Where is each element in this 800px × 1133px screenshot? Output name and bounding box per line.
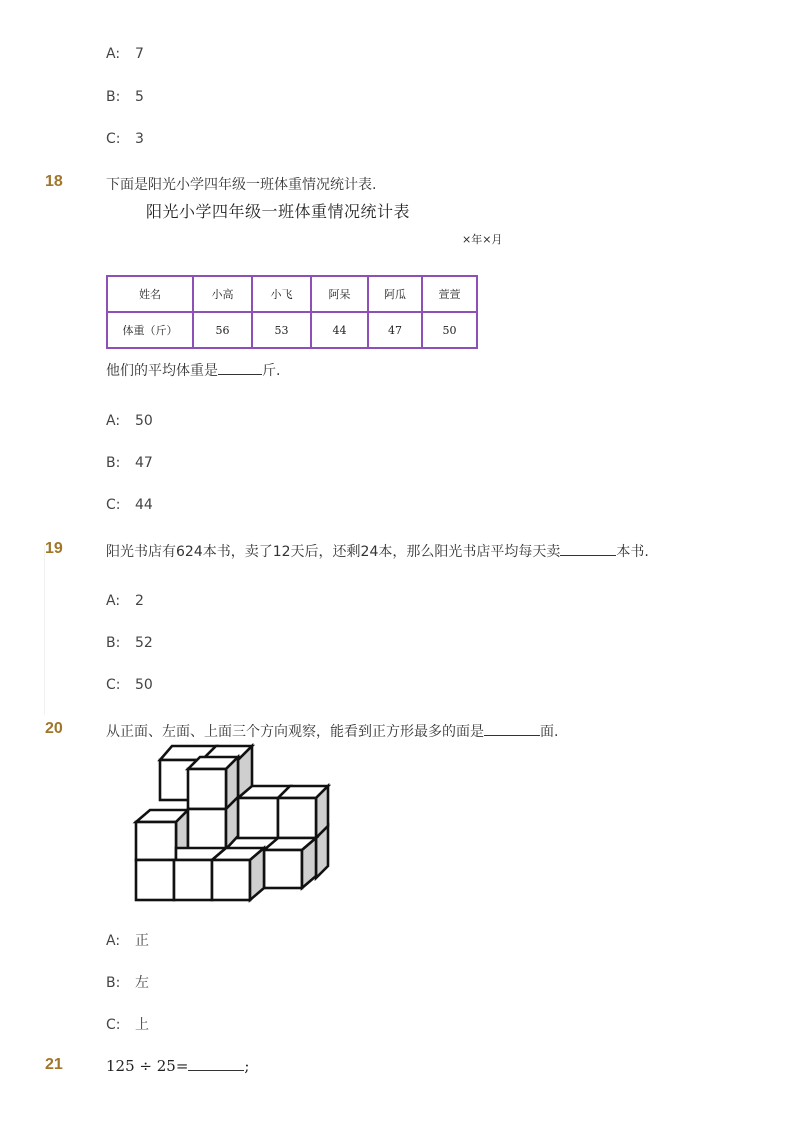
option-a[interactable]: [106, 413, 153, 429]
question-text: [106, 721, 558, 741]
table-cell: 47: [368, 312, 422, 348]
option-a[interactable]: [106, 930, 149, 950]
question-prompt: [106, 360, 280, 380]
option-a[interactable]: [106, 46, 144, 62]
cube-front-face: [136, 860, 174, 900]
question-text-before: 从正面、左面、上面三个方向观察，能看到正方形最多的面是: [106, 724, 484, 740]
option-value: 50: [135, 413, 153, 429]
option-label: B:: [106, 89, 121, 105]
math-expression: [106, 1055, 249, 1075]
left-guide-line: [44, 545, 45, 715]
option-label: A:: [106, 593, 121, 609]
cube-front-face: [238, 798, 278, 838]
table-cell: 阿呆: [311, 276, 368, 312]
table-cell: 56: [193, 312, 252, 348]
option-a[interactable]: [106, 593, 144, 609]
prompt-before: 他们的平均体重是: [106, 363, 218, 379]
question-number: 21: [45, 1056, 63, 1073]
option-b[interactable]: [106, 89, 144, 105]
option-label: C:: [106, 677, 121, 693]
table-cell: 阿瓜: [368, 276, 422, 312]
option-value: 47: [135, 455, 153, 471]
table-cell: 小飞: [252, 276, 311, 312]
question-text-before: 阳光书店有624本书，卖了12天后，还剩24本，那么阳光书店平均每天卖: [106, 544, 561, 560]
option-label: C:: [106, 497, 121, 513]
table-cell: 体重（斤）: [107, 312, 193, 348]
expression-text: 125 ÷ 25=: [106, 1057, 189, 1075]
option-value: 正: [135, 933, 149, 949]
expression-suffix: ;: [244, 1057, 250, 1075]
cube-front-face: [174, 860, 212, 900]
table-title: 阳光小学四年级一班体重情况统计表: [146, 202, 411, 221]
option-label: C:: [106, 1017, 121, 1033]
prompt-after: 斤.: [262, 363, 281, 379]
option-b[interactable]: [106, 455, 153, 471]
answer-blank: [560, 541, 616, 556]
option-value: 50: [135, 677, 153, 693]
option-value: 7: [135, 46, 144, 62]
option-label: A:: [106, 933, 121, 949]
weight-table: [106, 275, 478, 349]
cube-stack-figure: [128, 742, 338, 907]
table-cell: 53: [252, 312, 311, 348]
answer-blank: [218, 360, 262, 375]
option-label: B:: [106, 975, 121, 991]
table-row: [107, 312, 477, 348]
option-b[interactable]: [106, 635, 153, 651]
table-cell: 小高: [193, 276, 252, 312]
option-c[interactable]: [106, 497, 153, 513]
answer-blank: [484, 721, 540, 736]
question-text-after: 本书.: [616, 544, 649, 560]
table-cell: 萱萱: [422, 276, 477, 312]
cube-front-face: [188, 809, 226, 849]
option-label: B:: [106, 455, 121, 471]
table-cell: 44: [311, 312, 368, 348]
question-text: 下面是阳光小学四年级一班体重情况统计表.: [106, 177, 377, 193]
table-row: [107, 276, 477, 312]
option-value: 左: [135, 975, 149, 991]
option-value: 3: [135, 131, 144, 147]
table-cell: 50: [422, 312, 477, 348]
option-value: 52: [135, 635, 153, 651]
question-number: 19: [45, 540, 63, 557]
option-value: 44: [135, 497, 153, 513]
cube-front-face: [188, 769, 226, 809]
cube-front-face: [136, 822, 176, 860]
option-b[interactable]: [106, 972, 149, 992]
option-label: B:: [106, 635, 121, 651]
answer-blank: [188, 1055, 244, 1071]
option-label: A:: [106, 413, 121, 429]
cube-front-face: [278, 798, 316, 838]
table-cell: 姓名: [107, 276, 193, 312]
option-c[interactable]: [106, 1014, 149, 1034]
question-text-after: 面.: [540, 724, 559, 740]
table-date: ×年×月: [462, 233, 503, 246]
option-label: A:: [106, 46, 121, 62]
cube-front-face: [264, 850, 302, 888]
option-value: 5: [135, 89, 144, 105]
question-text: [106, 541, 649, 561]
option-value: 上: [135, 1017, 149, 1033]
option-value: 2: [135, 593, 144, 609]
option-c[interactable]: [106, 677, 153, 693]
option-c[interactable]: [106, 131, 144, 147]
cube-front-face: [212, 860, 250, 900]
question-number: 18: [45, 173, 63, 190]
option-label: C:: [106, 131, 121, 147]
question-number: 20: [45, 720, 63, 737]
